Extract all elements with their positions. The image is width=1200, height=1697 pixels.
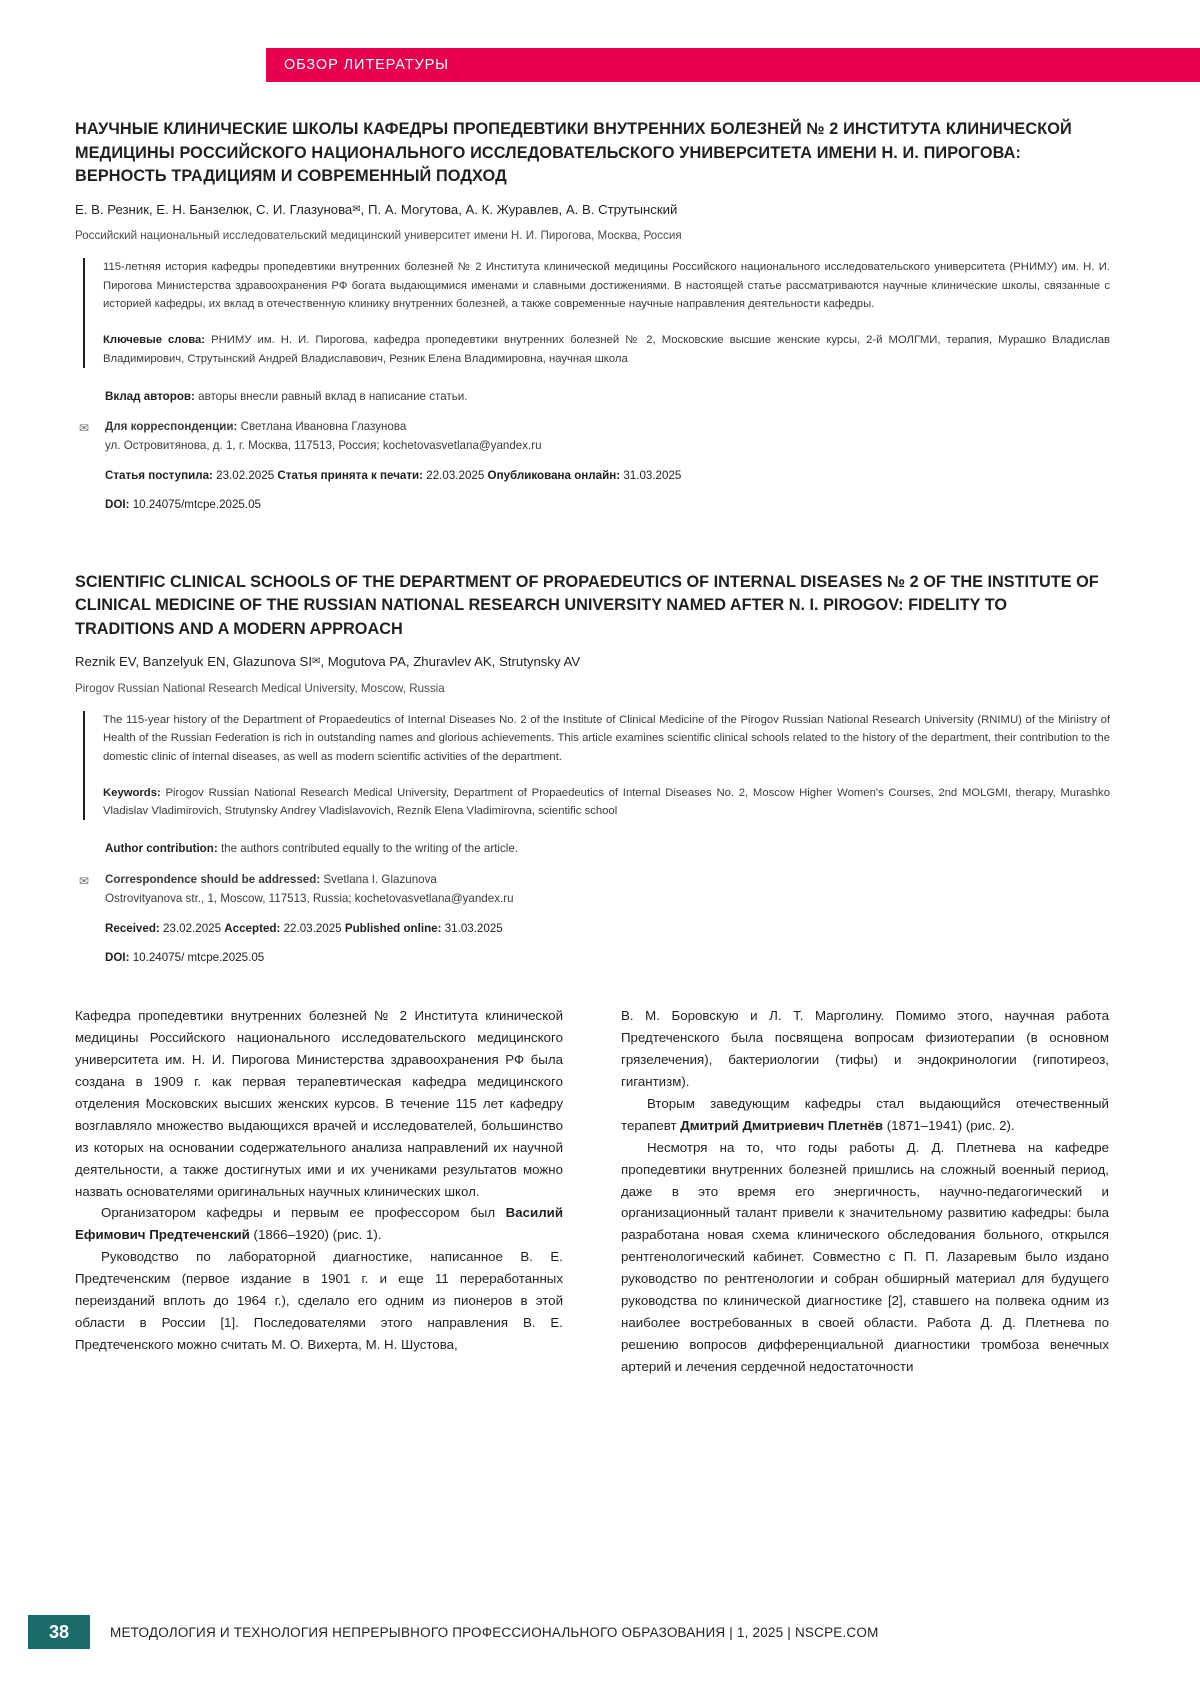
envelope-icon: ✉ (79, 873, 90, 888)
dates-en (105, 920, 1110, 939)
doi-ru-label: DOI: (105, 498, 130, 512)
dates-ru (105, 467, 1110, 486)
section-header-bar (266, 48, 1200, 82)
published-en-label: Published online: (344, 922, 442, 936)
accepted-ru-label: Статья принята к печати: (277, 469, 424, 483)
doi-ru (105, 496, 1110, 515)
correspondence-ru (79, 418, 1110, 455)
paragraph: Кафедра пропедевтики внутренних болезней № 2 Института клинической медицины Российского национального исследовательского медицинского университета им. Н. И. Пирогова Министерства здравоохранения РФ была создана в 1909 г. как первая терапевтическая кафедра медицинского отделения Московских высших женских курсов. В течение 115 лет кафедру возглавляло множество выдающихся врачей и исследователей, большинство из которых на основании содержательного анализа направлений их научной деятельности, а также достигнутых ими и их учениками результатов можно назвать основателями оригинальных научных клинических школ. (75, 1008, 563, 1199)
authors-en (75, 653, 1110, 671)
correspondence-en (79, 871, 1110, 908)
abstract-block-en (83, 711, 1110, 820)
keywords-ru-text: РНИМУ им. Н. И. Пирогова, кафедра пропедевтики внутренних болезней № 2, Московские высшие женские курсы, 2-й МОЛГМИ, терапия, Мурашко Владислав Владимирович, Струтынский Андрей Владиславович, Резник Елена Владимировна, научная школа (103, 334, 1111, 365)
accepted-ru-value: 22.03.2025 (426, 469, 485, 483)
abstract-block-ru (83, 258, 1110, 367)
article-front-matter (75, 118, 1110, 967)
received-ru-value: 23.02.2025 (216, 469, 275, 483)
contribution-en (105, 840, 1110, 859)
published-ru-value: 31.03.2025 (623, 469, 682, 483)
keywords-en-text: Pirogov Russian National Research Medical University, Department of Propaedeutics of Internal Diseases No. 2, Moscow Higher Women's Courses, 2nd MOLGMI, therapy, Murashko Vladislav Vladimirovich, Strutynsky Andrey Vladislavovich, Reznik Elena Vladimirovna, scientific school (103, 786, 1110, 818)
page-footer (0, 1615, 1200, 1649)
abstract-ru: 115-летняя история кафедры пропедевтики внутренних болезней № 2 Института клинической медицины Российского национального исследовательского университета (РНИМУ) им. Н. И. Пирогова Министерства здравоохранения РФ богата выдающимися именами и славными достижениями. В настоящей статье рассматриваются научные клинические школы, связанные с историей кафедры, их вклад в отечественную клинику внутренних болезней, а также современные научные направления деятельности кафедры. (103, 261, 1110, 310)
body-column-left (75, 1005, 563, 1378)
contribution-en-text: the authors contributed equally to the writing of the article. (220, 842, 519, 856)
paragraph: Руководство по лабораторной диагностике, написанное В. Е. Предтеченским (первое издание в 1901 г. и еще 11 переработанных переизданий вплоть до 1964 г.), сделало его одним из пионеров в этой области в России [1]. Последователями этого направления В. Е. Предтеченского можно считать М. О. Вихерта, М. Н. Шустова, (75, 1249, 563, 1353)
authors-ru-before: Е. В. Резник, Е. Н. Банзелюк, С. И. Глазунова (75, 201, 353, 217)
paragraph-part: (1866–1920) (рис. 1). (249, 1227, 382, 1243)
footer-journal-title: МЕТОДОЛОГИЯ И ТЕХНОЛОГИЯ НЕПРЕРЫВНОГО ПРОФЕССИОНАЛЬНОГО ОБРАЗОВАНИЯ | 1, 2025 | NSCPE.COM (110, 1624, 879, 1640)
paragraph-part: Вторым заведующим кафедры стал выдающийся отечественный терапевт (621, 1095, 1109, 1133)
keywords-en-label: Keywords: (103, 786, 161, 799)
contribution-ru-text: авторы внесли равный вклад в написание статьи. (198, 389, 468, 403)
authors-en-before: Reznik EV, Banzelyuk EN, Glazunova SI (75, 654, 313, 670)
paragraph: Несмотря на то, что годы работы Д. Д. Плетнева на кафедре пропедевтики внутренних болезней пришлись на сложный военный период, даже в это время его энергичность, научно-педагогический и организационный талант привели к значительному развитию кафедры: была разработана новая схема клинического обследования больного, открылся рентгенологический кабинет. Совместно с П. П. Лазаревым было издано руководство по рентгенологии и собран обширный материал для будущего руководства по клинической диагностике [2], ставшего на полвека одним из наиболее востребованных в своей области. Работа Д. Д. Плетнева по решению вопросов дифференциальной диагностики тромбоза венечных артерий и лечения сердечной недостаточности (621, 1139, 1109, 1374)
keywords-ru-label: Ключевые слова: (103, 334, 206, 347)
person-name: Дмитрий Дмитриевич Плетнёв (680, 1117, 884, 1133)
received-ru-label: Статья поступила: (105, 469, 213, 483)
doi-en-label: DOI: (105, 950, 130, 964)
person-name: Василий Ефимович Предтеченский (75, 1205, 563, 1243)
correspondence-en-name: Svetlana I. Glazunova (323, 872, 437, 886)
paragraph-part: (1871–1941) (рис. 2). (883, 1117, 1015, 1133)
section-label: ОБЗОР ЛИТЕРАТУРЫ (284, 57, 449, 73)
doi-en-value[interactable]: 10.24075/ mtcpe.2025.05 (132, 950, 265, 964)
affiliation-en: Pirogov Russian National Research Medical University, Moscow, Russia (75, 681, 445, 695)
paragraph-part: Организатором кафедры и первым ее профессором был (101, 1205, 506, 1221)
contribution-en-label: Author contribution: (105, 842, 218, 856)
contribution-ru (105, 388, 1110, 407)
article-body (75, 1005, 1110, 1378)
page-title-ru: НАУЧНЫЕ КЛИНИЧЕСКИЕ ШКОЛЫ КАФЕДРЫ ПРОПЕДЕВТИКИ ВНУТРЕННИХ БОЛЕЗНЕЙ № 2 ИНСТИТУТА КЛИНИЧЕСКОЙ МЕДИЦИНЫ РОССИЙСКОГО НАЦИОНАЛЬНОГО ИССЛЕДОВАТЕЛЬСКОГО УНИВЕРСИТЕТА ИМЕНИ Н. И. ПИРОГОВА: ВЕРНОСТЬ ТРАДИЦИЯМ И СОВРЕМЕННЫЙ ПОДХОД (75, 120, 1072, 186)
accepted-en-label: Accepted: (224, 922, 281, 936)
keywords-ru (103, 331, 1110, 368)
page-title-en: SCIENTIFIC CLINICAL SCHOOLS OF THE DEPARTMENT OF PROPAEDEUTICS OF INTERNAL DISEASES № 2 OF THE INSTITUTE OF CLINICAL MEDICINE OF THE RUSSIAN NATIONAL RESEARCH UNIVERSITY NAMED AFTER N. I. PIROGOV: FIDELITY TO TRADITIONS AND A MODERN APPROACH (75, 572, 1099, 638)
authors-en-after: , Mogutova PA, Zhuravlev AK, Strutynsky AV (320, 654, 581, 670)
correspondence-en-address: Ostrovityanova str., 1, Moscow, 117513, Russia; kochetovasvetlana@yandex.ru (105, 891, 514, 905)
paragraph: В. М. Боровскую и Л. Т. Марголину. Помимо этого, научная работа Предтеченского была посвящена вопросам физиотерапии (в основном грязелечения), бактериологии (тифы) и эндокринологии (гипотиреоз, гигантизм). (621, 1008, 1109, 1089)
received-en-label: Received: (105, 922, 160, 936)
envelope-icon: ✉ (79, 421, 90, 436)
authors-ru-after: , П. А. Могутова, А. К. Журавлев, А. В. Струтынский (360, 201, 678, 217)
paragraph (621, 1093, 1109, 1137)
published-ru-label: Опубликована онлайн: (487, 469, 621, 483)
doi-ru-value[interactable]: 10.24075/mtcpe.2025.05 (132, 498, 261, 512)
keywords-en (103, 784, 1110, 821)
envelope-icon: ✉ (352, 203, 361, 215)
doi-en (105, 949, 1110, 968)
correspondence-en-label: Correspondence should be addressed: (105, 872, 321, 886)
received-en-value: 23.02.2025 (163, 922, 222, 936)
abstract-en: The 115-year history of the Department of Propaedeutics of Internal Diseases No. 2 of the Institute of Clinical Medicine of the Pirogov Russian National Research University (RNIMU) of the Ministry of Health of the Russian Federation is rich in outstanding names and glorious achievements. This article examines scientific clinical schools related to the history of the department, their contribution to the domestic clinic of internal diseases, as well as modern scientific activities of the department. (103, 713, 1110, 763)
accepted-en-value: 22.03.2025 (283, 922, 342, 936)
envelope-icon: ✉ (312, 656, 321, 668)
contribution-ru-label: Вклад авторов: (105, 389, 195, 403)
body-column-right (621, 1005, 1109, 1378)
paragraph (75, 1202, 563, 1246)
affiliation-ru: Российский национальный исследовательский медицинский университет имени Н. И. Пирогова, Москва, Россия (75, 229, 682, 243)
published-en-value: 31.03.2025 (444, 922, 503, 936)
page-number-badge: 38 (28, 1615, 90, 1649)
front-matter-en (75, 571, 1110, 968)
authors-ru (75, 201, 1110, 219)
correspondence-ru-address: ул. Островитянова, д. 1, г. Москва, 117513, Россия; kochetovasvetlana@yandex.ru (105, 438, 542, 452)
correspondence-ru-label: Для корреспонденции: (105, 420, 238, 434)
correspondence-ru-name: Светлана Ивановна Глазунова (240, 420, 407, 434)
